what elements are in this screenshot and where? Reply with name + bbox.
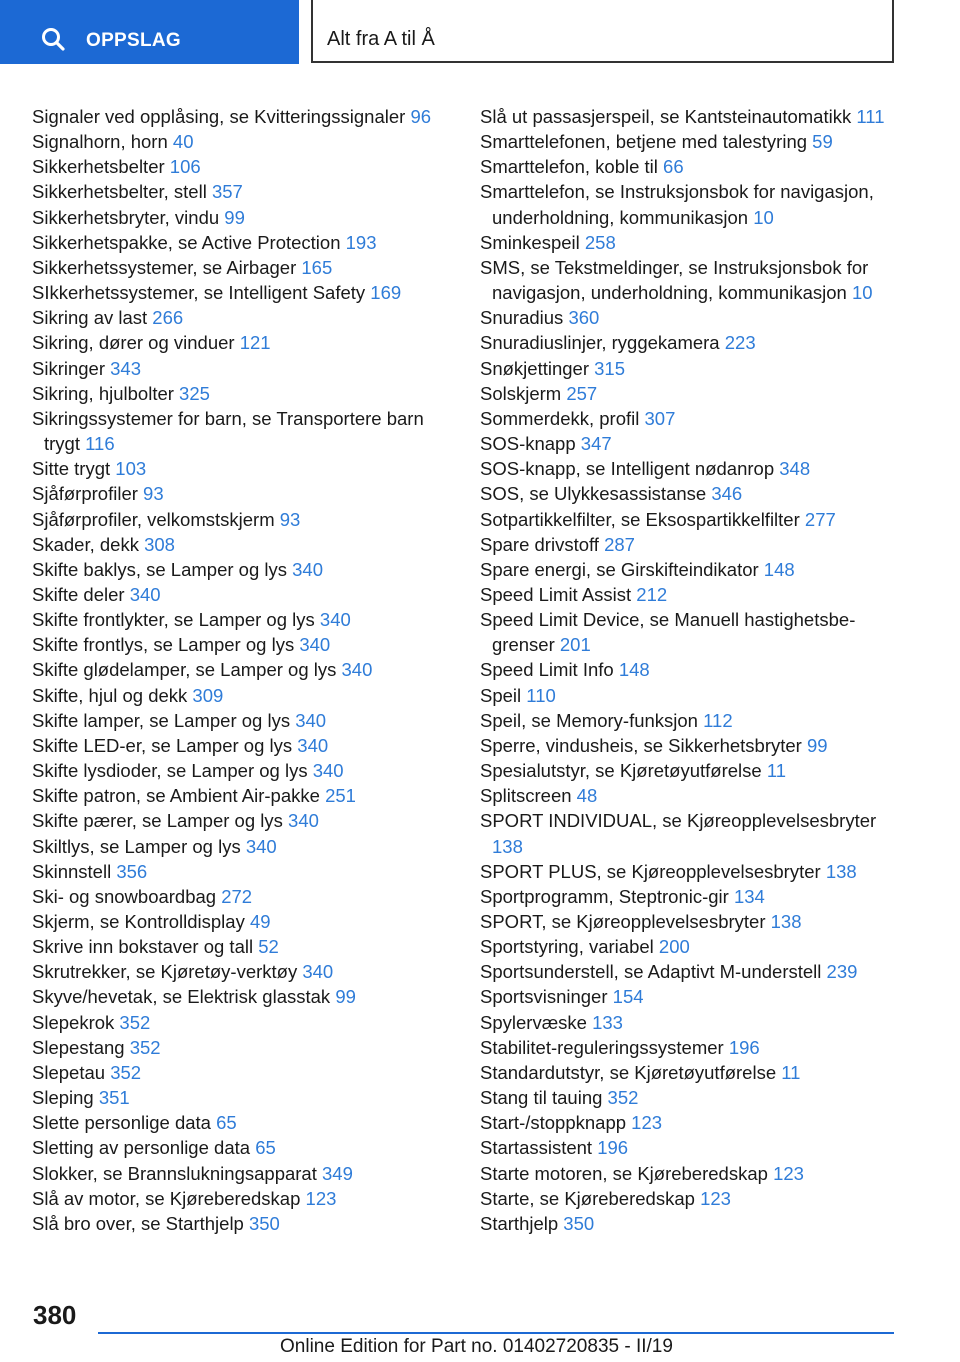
index-entry-text: Snuradius [480,307,569,329]
index-entry-text: SPORT PLUS, se Kjøreopplevelsesbryter [480,860,826,882]
page-link[interactable]: 103 [115,458,147,480]
index-entry [32,154,452,179]
index-entry-text: Starte, se Kjøreberedskap [480,1187,701,1209]
index-entry-text: Slå ut passasjerspeil, se Kantsteinautomatikk [480,106,857,127]
index-entry-text: Spare energi, se Girskifteindikator [480,558,764,580]
index-entry [480,179,910,229]
index-entry [480,1211,910,1236]
page-link[interactable]: 356 [116,860,148,882]
index-entry [32,632,452,657]
index-entry [480,330,910,355]
index-entry [480,481,910,506]
index-entry [32,859,452,884]
page-link[interactable]: 340 [129,583,161,605]
index-entry-text: Sleping [32,1087,99,1109]
index-entry [32,683,452,708]
index-entry [480,104,910,129]
page-link[interactable]: 251 [325,785,356,807]
index-entry [32,381,452,406]
index-entry [32,959,452,984]
page-link[interactable]: 325 [179,382,210,404]
index-entry-text: Smarttelefon, se Instruksjonsbok for navigasjon, underholdning, kommunikasjon [480,181,874,228]
index-entry-text: Sikkerhetspakke, se Active Protection [32,231,346,253]
index-entry [480,934,910,959]
index-entry [32,808,452,833]
index-entry [480,406,910,431]
page-link[interactable]: 99 [335,986,356,1008]
index-entry-text: Sletting av personlige data [32,1137,256,1159]
page-link[interactable]: 287 [604,533,635,555]
index-entry-text: Sikkerhetsbryter, vindu [32,206,225,228]
index-entry [480,255,910,305]
page-link[interactable]: 258 [584,231,616,253]
page-link[interactable]: 111 [856,106,885,127]
index-entry-text: Skifte pærer, se Lamper og lys [32,810,289,832]
page-link[interactable]: 193 [345,231,377,253]
index-entry-text: Sikring av last [32,307,153,329]
index-entry-text: Skader, dekk [32,533,145,555]
index-entry [480,129,910,154]
page-link[interactable]: 348 [779,458,811,480]
index-entry-text: Skifte lamper, se Lamper og lys [32,709,296,731]
index-entry [480,507,910,532]
page-link[interactable]: 134 [733,885,765,907]
index-entry [32,783,452,808]
page-link[interactable]: 308 [144,533,175,555]
index-entry-text: SOS-knapp [480,433,581,455]
index-entry [32,1161,452,1186]
index-entry [32,356,452,381]
index-entry [32,733,452,758]
index-entry [480,1161,910,1186]
index-entry [480,356,910,381]
page-link[interactable]: 340 [319,609,351,631]
page-link[interactable]: 116 [85,433,115,455]
page-link[interactable]: 112 [703,709,733,731]
page-link[interactable]: 66 [663,156,684,178]
index-entry [480,230,910,255]
index-entry [32,1010,452,1035]
index-entry [32,1085,452,1110]
index-entry [32,280,452,305]
search-tab-label: OPPSLAG [86,30,182,51]
index-entry-text: Signaler ved opplåsing, se Kvitteringssignaler [32,106,411,127]
page-link[interactable]: 340 [297,734,329,756]
index-entry [480,984,910,1009]
index-entry [480,381,910,406]
index-entry [32,481,452,506]
page-link[interactable]: 340 [295,709,327,731]
index-entry-text: Standardutstyr, se Kjøretøyutførelse [480,1061,782,1083]
page-link[interactable]: 65 [255,1137,276,1159]
page-link[interactable]: 65 [216,1112,237,1134]
page-link[interactable]: 196 [597,1137,629,1159]
index-entry [480,532,910,557]
page-link[interactable]: 343 [110,357,142,379]
index-entry [480,1135,910,1160]
page-link[interactable]: 340 [299,634,331,656]
index-entry-text: SIkkerhetssystemer, se Intelligent Safety [32,282,371,304]
index-entry [480,683,910,708]
search-icon [40,26,66,52]
index-entry [480,733,910,758]
index-entry-text: Skrutrekker, se Kjøretøy-verktøy [32,961,303,983]
index-entry-text: Skinnstell [32,860,117,882]
page-number: 380 [33,1300,77,1330]
index-entry-text: SOS-knapp, se Intelligent nødanrop [480,458,780,480]
index-entry-text: Sperre, vindusheis, se Sikkerhetsbryter [480,734,807,756]
index-entry [32,884,452,909]
index-entry-text: Sikkerhetsbelter [32,156,170,178]
index-entry-text: Skifte patron, se Ambient Air-pakke [32,785,326,807]
header [0,0,960,66]
page-link[interactable]: 277 [804,508,836,530]
index-entry [32,1135,452,1160]
index-entry [32,758,452,783]
page-link[interactable]: 357 [211,181,243,203]
index-entry [32,657,452,682]
index-column-right [480,104,910,1236]
page-link[interactable]: 352 [119,1011,151,1033]
index-entry-text: Sikringer [32,357,111,379]
index-entry [480,708,910,733]
index-entry-text: Sikring, hjulbolter [32,382,180,404]
index-entry-text: Sminkespeil [480,231,585,253]
index-entry-text: Sikkerhetssystemer, se Airbager [32,256,302,278]
index-entry [480,557,910,582]
index-entry-text: Sikkerhetsbelter, stell [32,181,212,203]
page-link[interactable]: 10 [753,206,774,228]
index-entry-text: Spesialutstyr, se Kjøretøyutførelse [480,760,767,782]
page-link[interactable]: 349 [322,1162,353,1184]
index-entry-text: Splitscreen [480,785,577,807]
page-link[interactable]: 138 [770,911,802,932]
index-entry-text: Smarttelefonen, betjene med talestyring [480,131,813,153]
index-entry [480,884,910,909]
index-entry-text: Skifte frontlys, se Lamper og lys [32,634,300,656]
index-entry-text: Slepetau [32,1061,111,1083]
index-entry-text: Skifte lysdioder, se Lamper og lys [32,760,313,782]
page-link[interactable]: 272 [221,885,253,907]
index-entry [32,582,452,607]
page-link[interactable]: 48 [576,785,598,807]
page-link[interactable]: 11 [781,1061,801,1083]
index-entry-text: Stabilitet-reguleringssystemer [480,1036,729,1058]
index-entry [32,507,452,532]
edition-info: Online Edition for Part no. 01402720835 - II/19 [280,1336,673,1357]
index-entry-text: Sjåførprofiler, velkomstskjerm [32,508,280,530]
index-entry [480,431,910,456]
index-entry [480,582,910,607]
page-link[interactable]: 148 [618,659,650,681]
index-entry-text: Spylervæske [480,1011,593,1033]
index-entry-text: Stang til tauing [480,1087,608,1109]
page-link[interactable]: 123 [700,1187,731,1209]
section-tab[interactable] [311,0,894,63]
index-entry [32,708,452,733]
page-link[interactable]: 200 [658,936,690,958]
index-entry-text: Speed Limit Info [480,659,619,681]
index-entry [32,1060,452,1085]
page-link[interactable]: 133 [592,1011,623,1033]
page-link[interactable]: 96 [410,106,432,127]
page-link[interactable]: 266 [152,307,184,329]
index-entry-text: Skifte, hjul og dekk [32,684,193,706]
page-link[interactable]: 148 [763,558,795,580]
page-link[interactable]: 351 [98,1087,130,1109]
index-entry-text: Snuradiuslinjer, ryggekamera [480,332,725,354]
footer-divider [98,1332,894,1334]
index-entry [480,959,910,984]
page-link[interactable]: 169 [370,282,402,304]
index-entry [32,909,452,934]
page-link[interactable]: 110 [526,684,556,706]
index-entry-text: Sikring, dører og vinduer [32,332,240,354]
index-entry-text: Slepestang [32,1036,130,1058]
index-entry-text: Sportstyring, variabel [480,936,659,958]
index-entry-text: Sportprogramm, Steptronic-gir [480,885,734,907]
index-entry-text: Sommerdekk, profil [480,407,645,429]
index-entry [480,1010,910,1035]
index-entry [32,406,452,456]
index-entry [32,305,452,330]
page-link[interactable]: 10 [851,282,873,304]
index-entry [480,909,910,934]
index-entry-text: Skifte frontlykter, se Lamper og lys [32,609,320,631]
page-link[interactable]: 201 [559,634,591,656]
page-link[interactable]: 93 [279,508,301,530]
index-entry [32,532,452,557]
index-entry-text: Speed Limit Assist [480,583,637,605]
index-entry-text: Sportsunderstell, se Adaptivt M-understell [480,961,827,983]
page-link[interactable]: 340 [292,558,324,580]
page-link[interactable]: 360 [568,307,600,329]
index-entry-text: Slå bro over, se Starthjelp [32,1212,249,1234]
page-link[interactable]: 315 [594,357,626,379]
index-entry [32,834,452,859]
page-link[interactable]: 121 [239,332,271,354]
page-link[interactable]: 99 [224,206,245,228]
page-link[interactable]: 40 [172,131,194,153]
index-entry-text: Skifte baklys, se Lamper og lys [32,558,293,580]
index-entry-text: Start-/stoppknapp [480,1112,632,1134]
index-entry-text: Speil, se Memory-funksjon [480,709,704,731]
index-entry-text: Smarttelefon, koble til [480,156,664,178]
page-link[interactable]: 196 [728,1036,760,1058]
index-entry-text: SPORT, se Kjøreopplevelsesbryter [480,911,771,932]
index-entry-text: Sitte trygt [32,458,116,480]
page-link[interactable]: 11 [766,760,787,782]
index-entry [32,255,452,280]
index-entry-text: Sikringssystemer for barn, se Transportere barn trygt [32,407,424,455]
page-link[interactable]: 154 [612,986,644,1008]
index-entry [480,1110,910,1135]
section-title: Alt fra A til Å [327,28,435,50]
index-entry-text: Sotpartikkelfilter, se Eksospartikkelfilter [480,508,805,530]
page-link[interactable]: 99 [806,734,828,756]
page-link[interactable]: 239 [826,961,858,983]
page-link[interactable]: 106 [169,156,201,178]
page-link[interactable]: 212 [636,583,668,605]
page-link[interactable]: 138 [825,860,857,882]
page-link[interactable]: 307 [644,407,676,429]
page-link[interactable]: 340 [302,961,334,983]
index-entry-text: Slå av motor, se Kjøreberedskap [32,1187,306,1209]
index-entry-text: Spare drivstoff [480,533,605,555]
index-entry [480,1085,910,1110]
page-link[interactable]: 52 [258,936,279,958]
index-entry [480,1186,910,1211]
index-entry [32,179,452,204]
page-link[interactable]: 347 [580,433,612,455]
index-entry [480,783,910,808]
index-entry-text: Ski- og snowboardbag [32,885,222,907]
index-entry [480,456,910,481]
index-entry [480,607,910,657]
index-entry-text: Skifte LED-er, se Lamper og lys [32,734,298,756]
index-entry [480,657,910,682]
index-entry-text: Skrive inn bokstaver og tall [32,936,259,958]
page-link[interactable]: 340 [245,835,277,857]
index-entry [480,808,910,858]
index-entry-text: Slepekrok [32,1011,120,1033]
page-link[interactable]: 350 [563,1212,595,1234]
index-entry-text: Solskjerm [480,382,567,404]
index-entry-text: Skyve/hevetak, se Elektrisk glasstak [32,986,336,1008]
index-entry-text: SPORT INDIVIDUAL, se Kjøreopplevelsesbryter [480,810,877,832]
page-link[interactable]: 257 [566,382,598,404]
page-link[interactable]: 340 [341,659,373,681]
page-link[interactable]: 223 [724,332,756,354]
index-entry-text: Starthjelp [480,1212,564,1234]
index-entry-text: Skifte glødelamper, se Lamper og lys [32,659,342,681]
index-entry [480,154,910,179]
index-entry [32,934,452,959]
page-link[interactable]: 59 [812,131,833,153]
index-entry [32,1035,452,1060]
index-entry [32,1110,452,1135]
index-entry [32,456,452,481]
index-entry [32,230,452,255]
index-entry-text: Startassistent [480,1137,598,1159]
page-link[interactable]: 123 [305,1187,337,1209]
index-entry [480,1060,910,1085]
page-link[interactable]: 352 [110,1061,142,1083]
index-entry [480,859,910,884]
index-entry-text: Slokker, se Brannslukningsapparat [32,1162,323,1184]
page-link[interactable]: 165 [301,256,333,278]
index-entry-text: Slette personlige data [32,1112,217,1134]
index-entry [32,330,452,355]
index-entry-text: Snøkjettinger [480,357,595,379]
page-link[interactable]: 340 [288,810,319,832]
page-link[interactable]: 352 [607,1087,639,1109]
index-entry [32,129,452,154]
index-entry [480,1035,910,1060]
page-link[interactable]: 350 [248,1212,280,1234]
page-link[interactable]: 138 [492,835,523,857]
index-entry-text: Sjåførprofiler [32,483,144,505]
index-entry-text: SOS, se Ulykkesassistanse [480,483,712,505]
page-link[interactable]: 340 [312,760,344,782]
index-entry-text: Speed Limit Device, se Manuell hastighetsbegrenser [480,609,856,656]
index-entry [480,305,910,330]
index-entry [32,1211,452,1236]
page-link[interactable]: 93 [143,483,164,505]
index-entry [32,1186,452,1211]
page-link[interactable]: 309 [192,684,224,706]
index-entry [32,984,452,1009]
index-entry-text: SMS, se Tekstmeldinger, se Instruksjonsbok for navigasjon, underholdning, kommunikasjon [480,256,869,304]
index-column-left [32,104,452,1236]
page-link[interactable]: 49 [249,911,271,932]
search-tab[interactable] [0,0,299,64]
index-entry-text: Sportsvisninger [480,986,613,1008]
index-entry-text: Skifte deler [32,583,130,605]
page-link[interactable]: 123 [631,1112,663,1134]
index-entry-text: Speil [480,684,527,706]
page-link[interactable]: 346 [711,483,743,505]
page-link[interactable]: 352 [129,1036,161,1058]
page-link[interactable]: 123 [773,1162,804,1184]
index-entry [480,758,910,783]
index-entry-text: Skiltlys, se Lamper og lys [32,835,246,857]
index-entry [32,557,452,582]
index-entry [32,104,452,129]
index-entry-text: Signalhorn, horn [32,131,173,153]
index-entry [32,205,452,230]
index-entry-text: Skjerm, se Kontrolldisplay [32,911,250,932]
index-entry [32,607,452,632]
index-entry-text: Starte motoren, se Kjøreberedskap [480,1162,774,1184]
